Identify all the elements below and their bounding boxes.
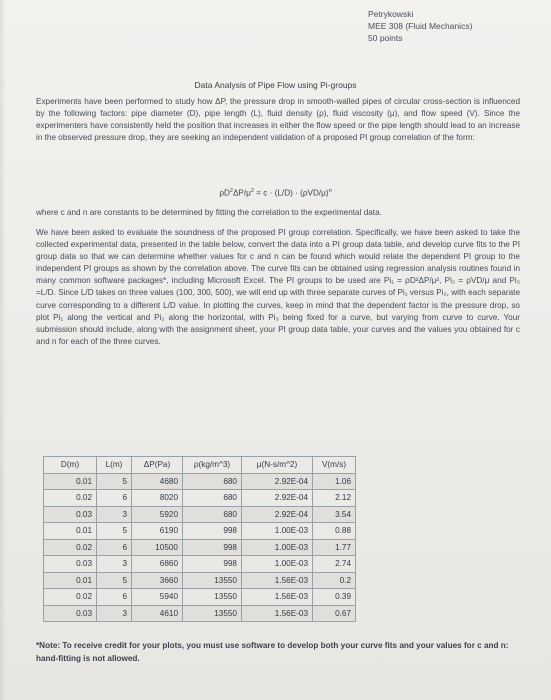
correlation-formula: $\rho D^2\Delta P/\mu^2 = c \cdot (L/D) \cdot (\rho VD/\mu)^n$ — [219, 188, 332, 198]
document-title: Data Analysis of Pipe Flow using Pi-groups — [194, 80, 357, 90]
table-cell: 6190 — [132, 523, 183, 540]
table-cell: 6 — [97, 539, 132, 556]
table-cell: 10500 — [132, 539, 183, 556]
software-note: *Note: To receive credit for your plots, you must use software to develop both your curve fits and your values for c and n: hand-fitting is not allowed. — [36, 641, 509, 663]
table-cell: 13550 — [183, 605, 242, 622]
table-cell: 3 — [97, 556, 132, 573]
table-row — [44, 589, 356, 606]
table-cell: 0.02 — [44, 589, 97, 606]
table-cell: 2.92E-04 — [242, 506, 313, 523]
table-cell: 5 — [97, 572, 132, 589]
table-cell: 0.01 — [44, 523, 97, 540]
table-row — [44, 539, 356, 556]
table-cell: 13550 — [183, 572, 242, 589]
table-cell: 0.01 — [44, 572, 97, 589]
table-cell: 2.92E-04 — [242, 490, 313, 507]
table-cell: 0.02 — [44, 539, 97, 556]
table-cell: 998 — [183, 556, 242, 573]
table-cell: 2.12 — [313, 490, 356, 507]
table-cell: 2.74 — [313, 556, 356, 573]
table-cell: 5920 — [132, 506, 183, 523]
column-header: μ(N-s/m^2) — [242, 457, 313, 474]
table-cell: 1.06 — [313, 473, 356, 490]
table-cell: 0.39 — [313, 589, 356, 606]
table-cell: 998 — [183, 523, 242, 540]
author-name: Petrykowski — [368, 9, 414, 19]
intro-paragraph: Experiments have been performed to study how ΔP, the pressure drop in smooth-walled pipes of circular cross-section is influenced by the following factors: pipe diameter (D), pipe length (L), fluid density (ρ), fluid viscosity (μ), and flow speed (V). Since the experimenters have consistently held the position that increases in either the flow speed or the pipe length should lead to an increase in the observed pressure drop, they are seeking an independent validation of a proposed PI group correlation of the form: — [36, 97, 520, 143]
table-cell: 0.2 — [313, 572, 356, 589]
table-cell: 3 — [97, 605, 132, 622]
table-cell: 0.02 — [44, 490, 97, 507]
table-cell: 1.00E-03 — [242, 523, 313, 540]
column-header: D(m) — [44, 457, 97, 474]
table-cell: 0.67 — [313, 605, 356, 622]
table-cell: 13550 — [183, 589, 242, 606]
table-cell: 0.01 — [44, 473, 97, 490]
table-row — [44, 523, 356, 540]
table-cell: 4680 — [132, 473, 183, 490]
table-cell: 5 — [97, 473, 132, 490]
table-cell: 5940 — [132, 589, 183, 606]
table-cell: 6860 — [132, 556, 183, 573]
table-row — [44, 490, 356, 507]
instructions-paragraph: We have been asked to evaluate the soundness of the proposed PI group correlation. Specifically, we have been asked to take the collected experimental data, presented in the table below, convert the data into a PI group data table, and develop curve fits to the PI group data so that we can determine whether values for c and n can be found which would relate the dependent PI group to the independent PI groups as shown by the correlation above. The curve fits can be obtained using regression analysis routines found in many common software packages*, including Microsoft Excel. The PI groups to be used are Pi₁ = ρD²ΔP/μ², Pi₂ = ρVD/μ and Pi₃ =L/D. Since L/D takes on three values (100, 300, 500), we will end up with three separate curves of Pi₁ versus Pi₂, with each separate curve corresponding to a different L/D value. In plotting the curves, keep in mind that the dependent factor is the pressure drop, so plot Pi₁ along the vertical and Pi₂ along the horizontal, with Pi₃ being fixed for a curve, but varying from curve to curve. Your submission should include, along with the assignment sheet, your PI group data table, your curves and the values you obtained for c and n for each of the three curves. — [36, 228, 520, 346]
table-cell: 1.56E-03 — [242, 589, 313, 606]
table-cell: 3660 — [132, 572, 183, 589]
table-cell: 1.00E-03 — [242, 539, 313, 556]
column-header: ΔP(Pa) — [132, 457, 183, 474]
table-row — [44, 556, 356, 573]
table-cell: 8020 — [132, 490, 183, 507]
course-name: MEE 308 (Fluid Mechanics) — [368, 21, 473, 31]
table-cell: 3 — [97, 506, 132, 523]
table-cell: 0.03 — [44, 506, 97, 523]
column-header: V(m/s) — [313, 457, 356, 474]
table-cell: 2.92E-04 — [242, 473, 313, 490]
table-cell: 680 — [183, 473, 242, 490]
page-edge-shadow — [0, 0, 6, 700]
table-row — [44, 506, 356, 523]
table-row — [44, 605, 356, 622]
table-cell: 6 — [97, 490, 132, 507]
table-cell: 3.54 — [313, 506, 356, 523]
table-cell: 4610 — [132, 605, 183, 622]
constants-paragraph: where c and n are constants to be determined by fitting the correlation to the experimental data. — [36, 208, 382, 217]
table-cell: 0.03 — [44, 605, 97, 622]
column-header: ρ(kg/m^3) — [183, 457, 242, 474]
table-cell: 1.56E-03 — [242, 572, 313, 589]
table-cell: 5 — [97, 523, 132, 540]
table-cell: 1.00E-03 — [242, 556, 313, 573]
table-cell: 680 — [183, 506, 242, 523]
table-cell: 680 — [183, 490, 242, 507]
header-block — [368, 8, 472, 44]
table-cell: 0.88 — [313, 523, 356, 540]
experimental-data-table — [43, 456, 356, 622]
table-cell: 1.56E-03 — [242, 605, 313, 622]
column-header: L(m) — [97, 457, 132, 474]
table-cell: 1.77 — [313, 539, 356, 556]
table-cell: 0.03 — [44, 556, 97, 573]
table-cell: 6 — [97, 589, 132, 606]
table-header-row — [44, 457, 356, 474]
points-label: 50 points — [368, 33, 403, 43]
table-cell: 998 — [183, 539, 242, 556]
table-row — [44, 572, 356, 589]
table-row — [44, 473, 356, 490]
